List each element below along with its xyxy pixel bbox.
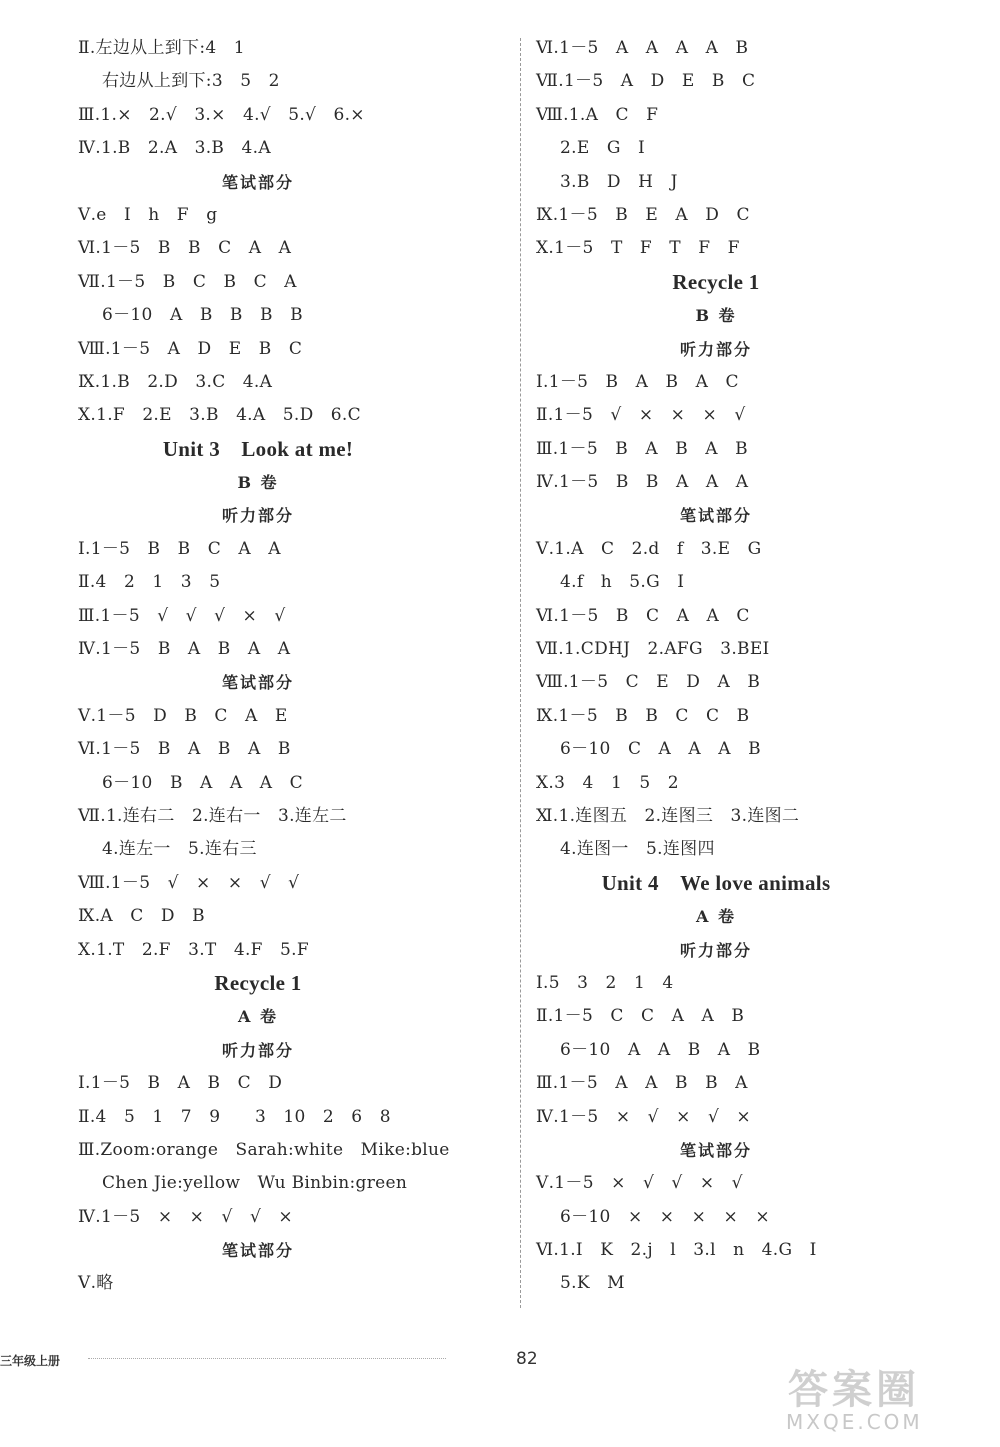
right-column [536, 32, 936, 1301]
answer-line: Ⅵ.1.I K 2.j l 3.l n 4.G I [536, 1240, 817, 1261]
grade-label: 三年级上册 [0, 1354, 61, 1368]
answer-line: Ⅷ.1－5 C E D A B [536, 672, 761, 693]
answer-line: Ⅵ.1－5 B B C A A [78, 238, 292, 259]
answer-line: Ⅰ.5 3 2 1 4 [536, 972, 674, 993]
section-label: 听力部分 [221, 506, 294, 526]
section-label: 笔试部分 [679, 1140, 752, 1160]
answer-line: Ⅱ.1－5 √ × × × √ [536, 405, 746, 426]
watermark-logo [760, 1358, 985, 1438]
answer-line: Ⅰ.1－5 B B C A A [78, 538, 281, 559]
answer-line: Ⅵ.1－5 B C A A C [536, 605, 750, 626]
answer-line: Ⅴ.1－5 D B C A E [78, 705, 288, 726]
answer-line: Ⅴ.1－5 × √ √ × √ [536, 1173, 743, 1194]
answer-line-continued: 6－10 A A B A B [560, 1039, 761, 1060]
answer-line: Ⅶ.1－5 A D E B C [536, 71, 756, 92]
answer-line: Ⅰ.1－5 B A B C D [78, 1073, 283, 1094]
section-label: 笔试部分 [221, 1241, 294, 1261]
answer-line-continued: 6－10 C A A A B [560, 739, 761, 760]
answer-line: Ⅱ.左边从上到下:4 1 [78, 38, 245, 58]
watermark-url-text: MXQE.COM [786, 1410, 923, 1434]
section-label: 听力部分 [679, 339, 752, 359]
answer-line: Ⅱ.4 2 1 3 5 [78, 572, 221, 593]
answer-line: Ⅳ.1－5 × × √ √ × [78, 1206, 293, 1227]
answer-line-continued: 4.f h 5.G I [560, 572, 685, 593]
answer-line: Ⅵ.1－5 B A B A B [78, 739, 291, 760]
section-label: A 卷 [238, 1007, 278, 1027]
watermark-logo-text: 答案圈 [788, 1367, 920, 1413]
answer-line-continued: 5.K M [560, 1273, 625, 1294]
section-label: A 卷 [696, 907, 736, 927]
answer-line-continued: 4.连左一 5.连右三 [102, 839, 257, 860]
section-label: 听力部分 [679, 940, 752, 960]
answer-line: Ⅳ.1－5 B A B A A [78, 639, 291, 660]
answer-line: Ⅶ.1－5 B C B C A [78, 271, 297, 292]
answer-line: Ⅷ.1.A C F [536, 104, 659, 125]
footer-rule [88, 1358, 446, 1359]
answer-line-continued: 6－10 B A A A C [102, 772, 303, 793]
unit-heading: Recycle 1 [672, 269, 760, 294]
answer-line: Ⅹ.3 4 1 5 2 [536, 772, 679, 793]
answer-line: Ⅴ.e I h F g [78, 204, 218, 225]
answer-line: Ⅳ.1－5 × √ × √ × [536, 1106, 751, 1127]
section-label: 听力部分 [221, 1040, 294, 1060]
answer-line: Ⅶ.1.CDHJ 2.AFG 3.BEI [536, 639, 770, 660]
unit-heading: Recycle 1 [214, 970, 302, 995]
left-column [78, 32, 478, 1301]
answer-line: Ⅴ.略 [78, 1273, 114, 1294]
answer-line-continued: 3.B D H J [560, 171, 678, 192]
answer-line: Ⅸ.1.B 2.D 3.C 4.A [78, 371, 273, 392]
answer-line: Ⅲ.1.× 2.√ 3.× 4.√ 5.√ 6.× [78, 104, 365, 125]
answer-line: Ⅷ.1－5 √ × × √ √ [78, 872, 300, 893]
answer-line: Ⅸ.A C D B [78, 906, 205, 927]
answer-line: Ⅱ.4 5 1 7 9 3 10 2 6 8 [78, 1106, 391, 1127]
answer-line: Ⅴ.1.A C 2.d f 3.E G [536, 538, 762, 559]
answer-line: Ⅲ.1－5 B A B A B [536, 438, 748, 459]
answer-line: Ⅸ.1－5 B E A D C [536, 204, 750, 225]
answer-line: Ⅸ.1－5 B B C C B [536, 705, 750, 726]
answer-line-continued: 4.连图一 5.连图四 [560, 839, 715, 860]
answer-line: Ⅳ.1.B 2.A 3.B 4.A [78, 138, 271, 159]
answer-line: Ⅲ.1－5 √ √ √ × √ [78, 605, 286, 626]
answer-line-continued: 6－10 × × × × × [560, 1206, 770, 1227]
answer-line: Ⅱ.1－5 C C A A B [536, 1006, 745, 1027]
section-label: B 卷 [695, 306, 737, 326]
answer-line: Ⅹ.1.F 2.E 3.B 4.A 5.D 6.C [78, 405, 361, 426]
answer-line-continued: 2.E G I [560, 138, 646, 159]
unit-heading: Unit 3 Look at me! [162, 436, 354, 461]
answer-line: Ⅺ.1.连图五 2.连图三 3.连图二 [536, 805, 800, 826]
answer-line: Ⅷ.1－5 A D E B C [78, 338, 303, 359]
answer-line: Ⅰ.1－5 B A B A C [536, 371, 739, 392]
section-label: B 卷 [237, 473, 279, 493]
answer-line-continued: 6－10 A B B B B [102, 305, 303, 326]
page-number: 82 [516, 1349, 538, 1369]
answer-line-continued: 右边从上到下:3 5 2 [102, 71, 280, 92]
column-divider [520, 38, 521, 1308]
unit-heading: Unit 4 We love animals [601, 870, 831, 895]
answer-line: Ⅲ.Zoom:orange Sarah:white Mike:blue [78, 1139, 450, 1160]
section-label: 笔试部分 [679, 506, 752, 526]
answer-line: Ⅹ.1.T 2.F 3.T 4.F 5.F [78, 939, 309, 960]
answer-line: Ⅳ.1－5 B B A A A [536, 472, 749, 493]
answer-line: Ⅲ.1－5 A A B B A [536, 1073, 748, 1094]
section-label: 笔试部分 [221, 673, 294, 693]
answer-line: Ⅵ.1－5 A A A A B [536, 38, 749, 58]
answer-line: Ⅶ.1.连右二 2.连右一 3.连左二 [78, 805, 347, 826]
answer-line: Ⅹ.1－5 T F T F F [536, 238, 740, 259]
answer-line-continued: Chen Jie:yellow Wu Binbin:green [102, 1173, 408, 1194]
section-label: 笔试部分 [221, 172, 294, 192]
